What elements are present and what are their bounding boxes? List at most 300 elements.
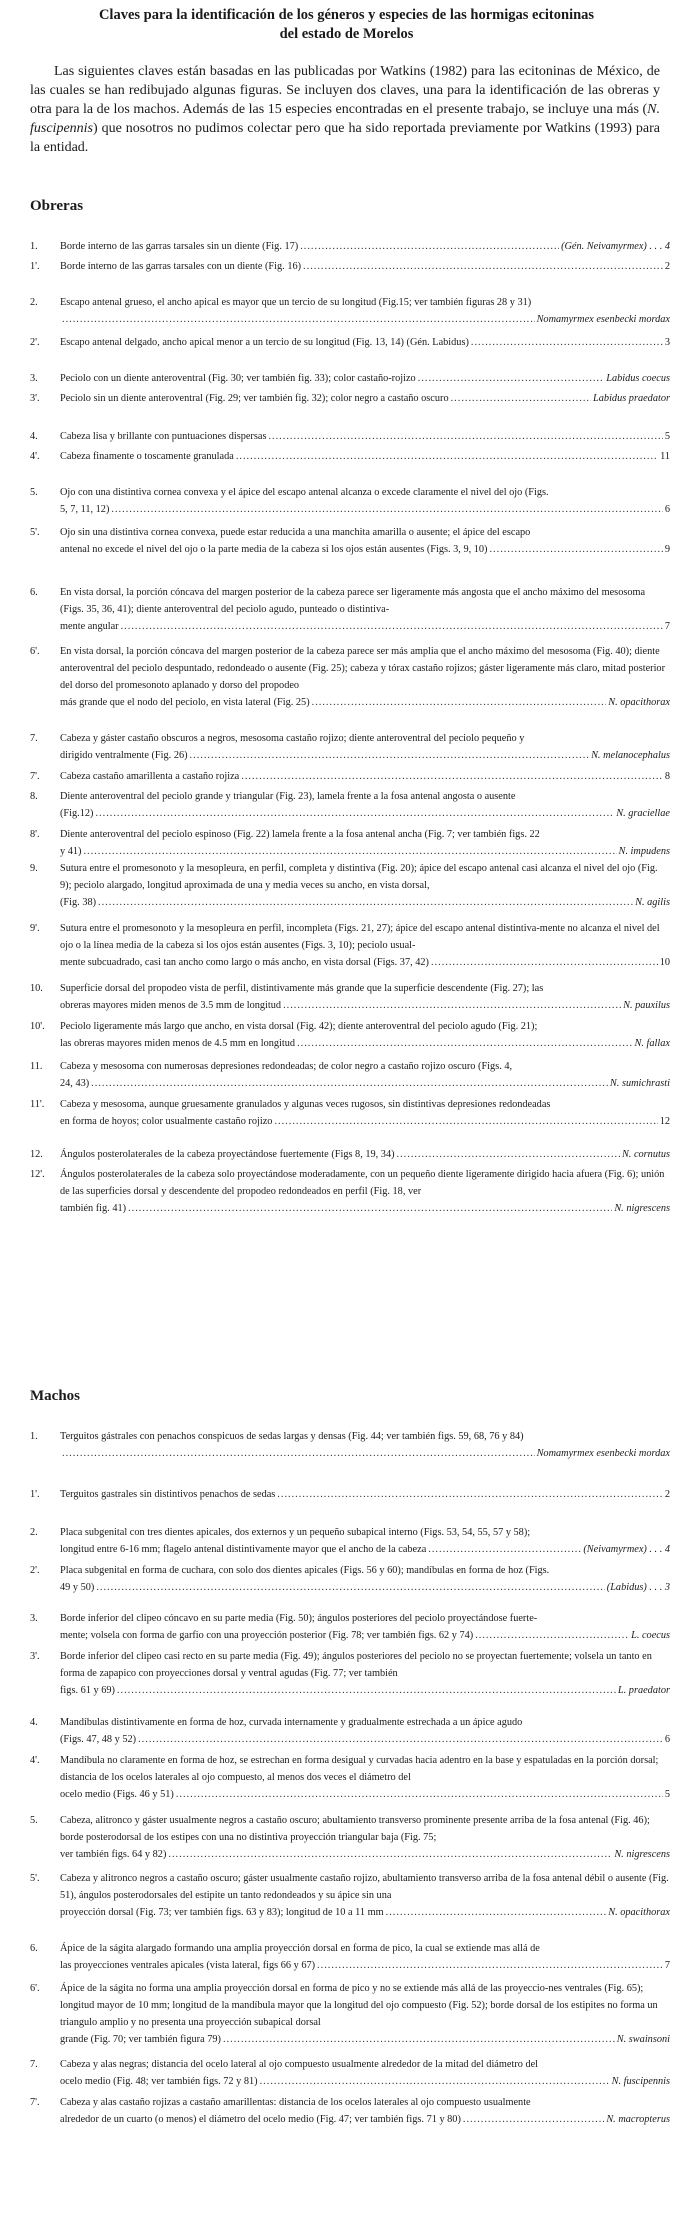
key-last-line [60,311,670,328]
key-last-line [60,448,670,465]
key-entry [30,1870,670,1921]
key-entry [30,2056,670,2090]
key-description: En vista dorsal, la porción cóncava del margen posterior de la cabeza parece ser ligeramente más angosta que el ancho máximo del mesosoma (Figs. 35, 36, 41); diente anteroventral del peciolo agudo, punteado o distintiva- [60,587,646,615]
key-entry [30,643,670,711]
key-description: Peciolo ligeramente más largo que ancho, en vista dorsal (Fig. 42); diente anteroventral del peciolo agudo (Fig. 21); [60,1021,538,1032]
key-last-line [60,1445,670,1462]
key-result: N. pauxilus [623,1000,670,1011]
key-number: 3. [30,373,38,384]
key-description-end: (Fig.12) [60,808,94,819]
key-last-line [60,1200,670,1217]
key-description-end: Peciolo con un diente anteroventral (Fig. 30; ver también fig. 33); color castaño-rojizo [60,373,416,384]
key-last-line [60,1113,670,1130]
key-result: 7 [664,621,670,632]
leader-dots [300,238,559,255]
key-description: Ápice de la ságita alargado formando una amplia proyección dorsal en forma de pico, la cual se extiende mas allá de [60,1943,540,1954]
key-description-end: las proyecciones ventrales apicales (vista lateral, figs 66 y 67) [60,1960,316,1971]
leader-dots [274,1113,657,1130]
key-description: En vista dorsal, la porción cóncava del margen posterior de la cabeza parece ser más amplia que el ancho máximo del mesosoma (Fig. 40); diente anteroventral del peciolo despuntado, redondeado o ausente (Fig. 25); cabeza y tórax castaño rojizos; gáster ligeramente más claro, mitad posterior del dorso del promesonoto aplanado y dorso del propodeo [60,646,666,691]
key-text [60,1018,670,1052]
key-text [60,1096,670,1130]
leader-dots [431,954,658,971]
leader-dots [317,1957,663,1974]
key-result: Labidus coecus [606,373,670,384]
key-number: 11'. [30,1099,45,1110]
key-description-end: en forma de hoyos; color usualmente castaño rojizo [60,1116,273,1127]
key-result: Labidus praedator [593,393,670,404]
key-number: 9'. [30,923,40,934]
key-entry [30,1714,670,1748]
intro-species: N. fuscipennis [30,102,660,136]
key-description-end: 5, 7, 11, 12) [60,504,110,515]
key-description-end: ocelo medio (Fig. 48; ver también figs. 72 y 81) [60,2076,258,2087]
key-text [60,730,670,764]
leader-dots [236,448,658,465]
key-last-line [60,1627,670,1644]
leader-dots [190,747,590,764]
key-last-line [60,1035,670,1052]
key-description: Borde inferior del clipeo casi recto en su parte media (Fig. 49); ángulos posteriores del peciolo no se proyectan fuertemente; volsela un tanto en forma de zapapico con proyecciones dorsal y ventral agudas (Fig. 77; ver también [60,1651,652,1679]
key-result: N. opacithorax [608,1907,670,1918]
key-number: 4. [30,431,38,442]
key-text [60,294,670,328]
key-last-line [60,501,670,518]
key-entry [30,584,670,635]
key-last-line [60,258,670,275]
key-entry [30,1648,670,1699]
key-description-end: proyección dorsal (Fig. 73; ver también figs. 63 y 83); longitud de 10 a 11 mm [60,1907,384,1918]
key-text [60,2056,670,2090]
key-result: N. opacithorax [608,697,670,708]
key-entry [30,768,670,785]
key-number: 2'. [30,337,40,348]
key-number: 1. [30,1431,38,1442]
key-entry [30,448,670,465]
key-result: 6 [664,1734,670,1745]
key-description: Cabeza, alitronco y gáster usualmente negros a castaño oscuro; abultamiento transverso prominente presente arriba de la fosa antenal (Fig. 46); borde posterodorsal de los estipes con una no distintiva proyección triangular baja (Fig. 75; [60,1815,650,1843]
key-result: 5 [664,431,670,442]
leader-dots [168,1846,612,1863]
key-description-end: Borde interno de las garras tarsales con un diente (Fig. 16) [60,261,302,272]
key-result: 9 [664,544,670,555]
key-description: Ojo sin una distintiva cornea convexa, puede estar reducida a una manchita amarilla o ausente; el ápice del escapo [60,527,531,538]
leader-dots [62,311,535,328]
key-entry [30,1980,670,2048]
key-result: Nomamyrmex esenbecki mordax [536,314,670,325]
key-last-line [60,2073,670,2090]
key-number: 10. [30,983,43,994]
key-description-end: figs. 61 y 69) [60,1685,115,1696]
leader-dots [260,2073,610,2090]
leader-dots [277,1486,663,1503]
intro-paragraph [30,62,660,157]
key-description-end: también fig. 41) [60,1203,127,1214]
key-last-line [60,238,670,255]
key-number: 1. [30,241,38,252]
title-line-1: Claves para la identificación de los géneros y especies de las hormigas ecitoninas [98,7,595,23]
key-result: N. fallax [634,1038,670,1049]
key-last-line [60,1146,670,1163]
key-description-end: mente angular [60,621,119,632]
key-text [60,980,670,1014]
key-text [60,484,670,518]
leader-dots [489,541,662,558]
key-result: N. graciellae [616,808,670,819]
key-entry [30,238,670,255]
key-result: Nomamyrmex esenbecki mordax [536,1448,670,1459]
key-last-line [60,1541,670,1558]
key-description-end: Escapo antenal delgado, ancho apical menor a un tercio de su longitud (Fig. 13, 14) (Gén. Labidus) [60,337,469,348]
key-text [60,1524,670,1558]
key-text [60,238,670,255]
key-entry [30,370,670,387]
key-description-end: las obreras mayores miden menos de 4.5 mm en longitud [60,1038,296,1049]
key-last-line [60,618,670,635]
key-number: 6. [30,587,38,598]
key-text [60,1486,670,1503]
key-last-line [60,1486,670,1503]
key-last-line [60,428,670,445]
intro-text-1: Las siguientes claves están basadas en las publicadas por Watkins (1982) para las ecitoninas de México, de las cuales se han redibujado algunas figuras. Se incluyen dos claves, una para la identificación de las obreras y otra para la de los machos. Además de las 15 especies encontradas en el presente trabajo, se incluye una más ( [30,64,660,117]
key-number: 6'. [30,1983,40,1994]
leader-dots [418,370,605,387]
key-number: 2. [30,1527,38,1538]
key-description-end: dirigido ventralmente (Fig. 26) [60,750,188,761]
key-number: 2. [30,297,38,308]
key-number: 1'. [30,1489,40,1500]
key-description: Superficie dorsal del propodeo vista de perfil, distintivamente más grande que la superficie descendente (Fig. 27); las [60,983,544,994]
key-last-line [60,843,670,860]
leader-dots [451,390,591,407]
key-result: 12 [659,1116,670,1127]
key-description: Diente anteroventral del peciolo grande y triangular (Fig. 23), lamela frente a la fosa antenal angosta o ausente [60,791,516,802]
key-entry [30,920,670,971]
key-last-line [60,1579,670,1596]
key-number: 6'. [30,646,40,657]
leader-dots [223,2031,615,2048]
key-result: N. impudens [618,846,670,857]
key-result: 2 [664,261,670,272]
leader-dots [312,694,607,711]
key-entry [30,1812,670,1863]
key-text [60,2094,670,2128]
leader-dots [121,618,663,635]
key-entry [30,788,670,822]
key-description: Borde inferior del clipeo cóncavo en su parte media (Fig. 50); ángulos posteriores del peciolo proyectándose fuerte- [60,1613,538,1624]
leader-dots [303,258,663,275]
key-number: 4. [30,1717,38,1728]
key-number: 7. [30,2059,38,2070]
leader-dots [268,428,662,445]
key-text [60,788,670,822]
key-text [60,1980,670,2048]
key-entry [30,294,670,328]
key-result: N. swainsoni [616,2034,670,2045]
key-text [60,334,670,351]
key-last-line [60,390,670,407]
key-description-end: (Fig. 38) [60,897,97,908]
leader-dots [91,1075,608,1092]
key-result: 10 [659,957,670,968]
leader-dots [397,1146,620,1163]
key-text [60,370,670,387]
key-entry [30,860,670,911]
key-description: Ápice de la ságita no forma una amplia proyección dorsal en forma de pico y no se extiende más allá de las proyeccio-nes ventrales (Fig. 65); longitud mayor de 10 mm; longitud de la mandíbula mayor que la longitud del ojo compuesto (Fig. 52); borde dorsal de los estipites no forma un triangulo amplio y no presenta una proyección subapical dorsal [60,1983,658,2028]
key-result: 6 [664,504,670,515]
key-last-line [60,805,670,822]
key-entry [30,1058,670,1092]
key-description: Mandíbula no claramente en forma de hoz, se estrechan en forma desigual y curvadas hacia adentro en la base y espatuladas en la porción dorsal; distancia de los ocelos laterales al ojo compuesto, al menos dos veces el diámetro del [60,1755,659,1783]
key-number: 7. [30,733,38,744]
key-last-line [60,1731,670,1748]
key-description: Cabeza y alitronco negros a castaño oscuro; gáster usualmente castaño rojizo, abultamiento transverso arriba de la fosa antenal débil o ausente (Fig. 51), ángulos posterodorsales del estipite un tanto redondeados y su ápice sin una [60,1873,669,1901]
key-last-line [60,334,670,351]
key-number: 1'. [30,261,40,272]
key-description: Cabeza y alas castaño rojizas a castaño amarillentas: distancia de los ocelos laterales al ojo compuesto usualmente [60,2097,531,2108]
key-description: Ojo con una distintiva cornea convexa y el ápice del escapo antenal alcanza o excede claramente el nivel del ojo (Figs. [60,487,549,498]
key-description: Terguitos gástrales con penachos conspicuos de sedas largas y densas (Fig. 44; ver también figs. 59, 68, 76 y 84) [60,1431,524,1442]
key-last-line [60,1075,670,1092]
key-description-end: y 41) [60,846,82,857]
section-heading-machos: Machos [30,1388,80,1404]
key-entry [30,826,670,860]
key-result: 11 [660,451,670,462]
key-description-end: Cabeza castaño amarillenta a castaño rojiza [60,771,240,782]
key-entry [30,2094,670,2128]
key-entry [30,484,670,518]
key-number: 3'. [30,1651,40,1662]
key-description-end: alrededor de un cuarto (o menos) el diámetro del ocelo medio (Fig. 47; ver también figs. 71 y 80) [60,2114,461,2125]
key-text [60,428,670,445]
document-title [0,6,693,44]
leader-dots [463,2111,604,2128]
key-description: Cabeza y alas negras; distancia del ocelo lateral al ojo compuesto usualmente alrededor de la mitad del diámetro del [60,2059,539,2070]
leader-dots [111,501,662,518]
key-description-end: Peciolo sin un diente anteroventral (Fig. 29; ver también fig. 32); color negro a castaño oscuro [60,393,449,404]
key-result: (Neivamyrmex) . . . 4 [583,1544,670,1555]
key-entry [30,980,670,1014]
key-result: N. melanocephalus [591,750,670,761]
key-last-line [60,1904,670,1921]
intro-text-2: ) que nosotros no pudimos colectar pero que ha sido reportada previamente por Watkins (1993) para la entidad. [30,121,660,155]
key-entry [30,1610,670,1644]
key-description: Sutura entre el promesonoto y la mesopleura en perfil, incompleta (Figs. 21, 27); ápice del escapo antenal distintiva-mente no alcanza el nivel del ojo o la línea media de la cabeza si los ojos están ausentes (Figs. 3, 10); peciolo usual- [60,923,660,951]
key-description-end: Terguitos gastrales sin distintivos penachos de sedas [60,1489,276,1500]
key-text [60,1562,670,1596]
key-description-end: ver también figs. 64 y 82) [60,1849,167,1860]
key-result: (Gén. Neivamyrmex) . . . 4 [561,241,670,252]
key-result: 7 [664,1960,670,1971]
key-text [60,1940,670,1974]
key-last-line [60,370,670,387]
key-entry [30,730,670,764]
key-result: 3 [664,337,670,348]
key-last-line [60,1682,670,1699]
leader-dots [428,1541,581,1558]
key-number: 10'. [30,1021,45,1032]
key-description-end: mente; volsela con forma de garfio con una proyección posterior (Fig. 78; ver también figs. 62 y 74) [60,1630,474,1641]
leader-dots [95,805,614,822]
key-last-line [60,768,670,785]
key-text [60,826,670,860]
key-text [60,1146,670,1163]
key-result: (Labidus) . . . 3 [606,1582,670,1593]
key-entry [30,1146,670,1163]
key-result: N. nigrescens [614,1849,670,1860]
key-number: 12'. [30,1169,45,1180]
key-description: Cabeza y mesosoma con numerosas depresiones redondeadas; de color negro a castaño rojizo oscuro (Figs. 4, [60,1061,513,1072]
key-entry [30,1524,670,1558]
key-description: Ángulos posterolaterales de la cabeza solo proyectándose moderadamente, con un pequeño diente ligeramente dirigido hacia afuera (Fig. 6); unión de las superficies dorsal y descendente del propodeo redondeados en perfil (Fig. 18, ver [60,1169,665,1197]
key-entry [30,1562,670,1596]
key-description-end: ocelo medio (Figs. 46 y 51) [60,1789,174,1800]
leader-dots [62,1445,535,1462]
key-description: Cabeza y gáster castaño obscuros a negros, mesosoma castaño rojizo; diente anteroventral del peciolo pequeño y [60,733,525,744]
key-last-line [60,894,670,911]
key-description-end: (Figs. 47, 48 y 52) [60,1734,137,1745]
leader-dots [117,1682,616,1699]
leader-dots [98,894,633,911]
key-text [60,448,670,465]
key-entry [30,1940,670,1974]
key-number: 9. [30,863,38,874]
key-number: 5. [30,1815,38,1826]
key-description-end: antenal no excede el nivel del ojo o la parte media de la cabeza si los ojos están ausentes (Figs. 3, 9, 10) [60,544,488,555]
leader-dots [283,997,621,1014]
key-entry [30,524,670,558]
key-number: 11. [30,1061,43,1072]
key-result: 2 [664,1489,670,1500]
key-description: Cabeza y mesosoma, aunque gruesamente granulados y algunas veces rugosos, sin distintivas depresiones redondeadas [60,1099,551,1110]
leader-dots [471,334,663,351]
key-number: 5'. [30,1873,40,1884]
key-last-line [60,997,670,1014]
key-number: 3. [30,1613,38,1624]
key-number: 7'. [30,771,40,782]
key-result: L. coecus [631,1630,670,1641]
leader-dots [176,1786,663,1803]
key-last-line [60,2111,670,2128]
key-description-end: Cabeza lisa y brillante con puntuaciones dispersas [60,431,267,442]
key-entry [30,1166,670,1217]
key-last-line [60,1846,670,1863]
key-description-end: longitud entre 6-16 mm; flagelo antenal distintivamente mayor que el ancho de la cabeza [60,1544,427,1555]
key-number: 8. [30,791,38,802]
key-last-line [60,954,670,971]
section-heading-obreras: Obreras [30,198,84,214]
key-text [60,1428,670,1462]
key-text [60,1166,670,1217]
key-number: 7'. [30,2097,40,2108]
key-description-end: Cabeza finamente o toscamente granulada [60,451,234,462]
key-description: Sutura entre el promesonoto y la mesopleura, en perfil, completa y distintiva (Fig. 20); ápice del escapo antenal casi alcanza el nivel del ojo (Fig. 9); peciolo alargado, longitud aproximada de una y media veces su ancho, en vista dorsal, [60,863,658,891]
key-text [60,643,670,711]
key-result: L. praedator [617,1685,670,1696]
key-description-end: grande (Fig. 70; ver también figura 79) [60,2034,221,2045]
key-entry [30,334,670,351]
key-description-end: Ángulos posterolaterales de la cabeza proyectándose fuertemente (Figs 8, 19, 34) [60,1149,395,1160]
leader-dots [241,768,663,785]
key-result: 5 [664,1789,670,1800]
key-result: N. nigrescens [614,1203,670,1214]
key-entry [30,1018,670,1052]
leader-dots [128,1200,612,1217]
key-entry [30,390,670,407]
key-text [60,860,670,911]
leader-dots [297,1035,632,1052]
key-number: 3'. [30,393,40,404]
key-result: N. agilis [635,897,670,908]
key-number: 12. [30,1149,43,1160]
leader-dots [138,1731,663,1748]
key-description-end: obreras mayores miden menos de 3.5 mm de longitud [60,1000,282,1011]
key-number: 4'. [30,1755,40,1766]
leader-dots [475,1627,629,1644]
leader-dots [83,843,616,860]
key-entry [30,428,670,445]
key-description: Mandíbulas distintivamente en forma de hoz, curvada internamente y gradualmente estrechada a un ápice agudo [60,1717,523,1728]
key-number: 8'. [30,829,40,840]
key-text [60,1058,670,1092]
key-number: 4'. [30,451,40,462]
key-result: N. sumichrasti [609,1078,670,1089]
key-description-end: más grande que el nodo del peciolo, en vista lateral (Fig. 25) [60,697,310,708]
key-description: Placa subgenital con tres dientes apicales, dos externos y un pequeño subapical interno (Figs. 53, 54, 55, 57 y 58); [60,1527,531,1538]
leader-dots [386,1904,607,1921]
key-text [60,1610,670,1644]
key-description: Placa subgenital en forma de cuchara, con solo dos dientes apicales (Figs. 56 y 60); mandíbulas en forma de hoz (Figs. [60,1565,550,1576]
key-result: N. fuscipennis [611,2076,670,2087]
key-number: 5. [30,487,38,498]
key-text [60,1812,670,1863]
leader-dots [96,1579,604,1596]
key-text [60,1752,670,1803]
title-line-2: del estado de Morelos [279,26,414,42]
key-description-end: 49 y 50) [60,1582,95,1593]
key-last-line [60,694,670,711]
key-text [60,768,670,785]
key-entry [30,1486,670,1503]
key-text [60,1870,670,1921]
key-last-line [60,541,670,558]
key-number: 2'. [30,1565,40,1576]
key-description-end: 24, 43) [60,1078,90,1089]
key-text [60,258,670,275]
key-last-line [60,2031,670,2048]
key-text [60,524,670,558]
key-entry [30,1096,670,1130]
key-entry [30,1428,670,1462]
key-number: 5'. [30,527,40,538]
key-text [60,390,670,407]
key-text [60,920,670,971]
key-last-line [60,1957,670,1974]
key-description: Escapo antenal grueso, el ancho apical es mayor que un tercio de su longitud (Fig.15; ver también figuras 28 y 31) [60,297,532,308]
key-description: Diente anteroventral del peciolo espinoso (Fig. 22) lamela frente a la fosa antenal ancha (Fig. 7; ver también figs. 22 [60,829,540,840]
key-number: 6. [30,1943,38,1954]
key-text [60,1648,670,1699]
key-result: N. cornutus [621,1149,670,1160]
key-description-end: mente subcuadrado, casi tan ancho como largo o más ancho, en vista dorsal (Figs. 37, 42) [60,957,429,968]
key-description-end: Borde interno de las garras tarsales sin un diente (Fig. 17) [60,241,299,252]
key-last-line [60,1786,670,1803]
key-result: 8 [664,771,670,782]
key-last-line [60,747,670,764]
key-text [60,1714,670,1748]
key-result: N. macropterus [606,2114,670,2125]
key-entry [30,258,670,275]
key-text [60,584,670,635]
